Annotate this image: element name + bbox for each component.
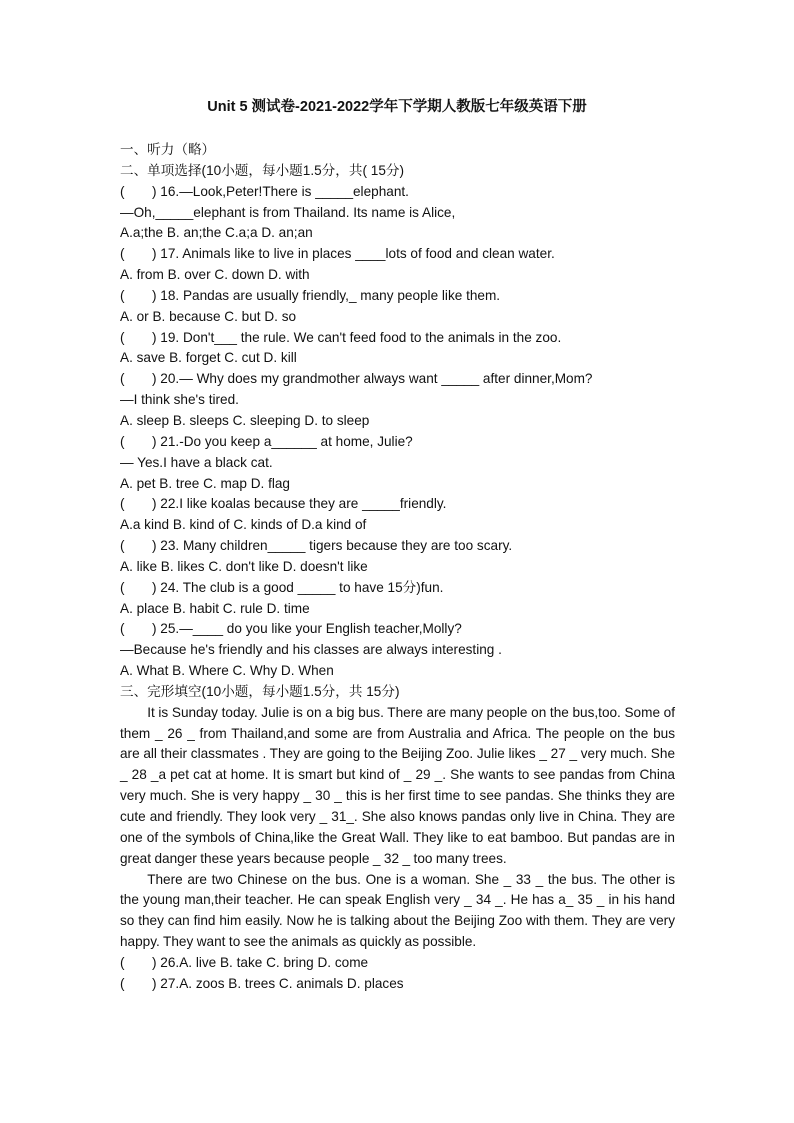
question-text: ) 27.A. zoos B. trees C. animals D. places xyxy=(152,975,404,991)
question-text: ) 26.A. live B. take C. bring D. come xyxy=(152,954,369,970)
question-options: A. place B. habit C. rule D. time xyxy=(120,600,310,616)
question-stem xyxy=(120,328,675,349)
answer-bracket: ( xyxy=(120,329,125,345)
cloze-question xyxy=(120,953,675,974)
question-dialog-line: —I think she's tired. xyxy=(120,392,239,408)
section-heading-listening: 一、听力（略） xyxy=(120,142,216,157)
section-heading-single-choice: 二、单项选择(10小题，每小题1.5分，共( 15分) xyxy=(120,162,404,178)
question-options: A.a;the B. an;the C.a;a D. an;an xyxy=(120,225,313,241)
answer-bracket: ( xyxy=(120,183,125,199)
answer-bracket: ( xyxy=(120,433,125,449)
answer-bracket: ( xyxy=(120,246,125,262)
cloze-question-list xyxy=(120,953,675,995)
question-text: ) 18. Pandas are usually friendly,_ many people like them. xyxy=(152,287,501,303)
cloze-passage-paragraph-1: It is Sunday today. Julie is on a big bus. There are many people on the bus,too. Some of them _ 26 _ from Thailand,and some are from Australia and Africa. The people on the bus are all their classmates . They are going to the Beijing Zoo. Julie likes _ 27 _ very much. She _ 28 _a pet cat at home. It is smart but kind of _ 29 _. She wants to see pandas from China very much. She is very happy _ 30 _ this is her first time to see pandas. She thinks they are cute and friendly. They look very _ 31_. She also knows pandas only live in China. They are one of the symbols of China,like the Great Wall. They like to eat bamboo. But pandas are in great danger these years because people _ 32 _ too many trees. xyxy=(120,704,675,866)
answer-bracket: ( xyxy=(120,496,125,512)
question-text: ) 20.— Why does my grandmother always want _____ after dinner,Mom? xyxy=(152,371,593,387)
question-stem xyxy=(120,578,675,599)
question-stem xyxy=(120,536,675,557)
question-options: A. from B. over C. down D. with xyxy=(120,267,310,283)
cloze-passage-paragraph-2: There are two Chinese on the bus. One is a woman. She _ 33 _ the bus. The other is the young man,their teacher. He can speak English very _ 34 _. He has a_ 35 _ in his hand so they can find him easily. Now he is talking about the Beijing Zoo with them. They are very happy. They want to see the animals as quickly as possible. xyxy=(120,871,675,950)
question-options: A. save B. forget C. cut D. kill xyxy=(120,350,297,366)
question-dialog-line: —Oh,_____elephant is from Thailand. Its name is Alice, xyxy=(120,204,456,220)
question-stem xyxy=(120,619,675,640)
answer-bracket: ( xyxy=(120,538,125,554)
question-dialog-line: —Because he's friendly and his classes are always interesting . xyxy=(120,642,502,658)
answer-bracket: ( xyxy=(120,954,125,970)
answer-bracket: ( xyxy=(120,975,125,991)
question-text: ) 23. Many children_____ tigers because they are too scary. xyxy=(152,538,513,554)
question-options: A. or B. because C. but D. so xyxy=(120,308,297,324)
question-options: A. like B. likes C. don't like D. doesn't like xyxy=(120,558,368,574)
question-text: ) 24. The club is a good _____ to have 15分)fun. xyxy=(152,579,444,595)
page-title: Unit 5 测试卷-2021-2022学年下学期人教版七年级英语下册 xyxy=(207,99,587,115)
question-dialog-line: — Yes.I have a black cat. xyxy=(120,454,273,470)
question-text: ) 17. Animals like to live in places ____lots of food and clean water. xyxy=(152,246,555,262)
question-options: A. sleep B. sleeps C. sleeping D. to sleep xyxy=(120,412,370,428)
content xyxy=(120,140,675,995)
question-stem xyxy=(120,494,675,515)
question-stem xyxy=(120,286,675,307)
question-stem xyxy=(120,432,675,453)
question-text: ) 22.I like koalas because they are _____friendly. xyxy=(152,496,447,512)
question-text: ) 21.-Do you keep a______ at home, Julie? xyxy=(152,433,413,449)
answer-bracket: ( xyxy=(120,287,125,303)
question-options: A. pet B. tree C. map D. flag xyxy=(120,475,290,491)
question-text: ) 25.—____ do you like your English teacher,Molly? xyxy=(152,621,462,637)
question-stem xyxy=(120,244,675,265)
answer-bracket: ( xyxy=(120,621,125,637)
question-list xyxy=(120,182,675,682)
cloze-question xyxy=(120,974,675,995)
section-heading-cloze: 三、完形填空(10小题，每小题1.5分，共 15分) xyxy=(120,683,400,699)
question-options: A. What B. Where C. Why D. When xyxy=(120,663,334,679)
question-stem xyxy=(120,369,675,390)
question-options: A.a kind B. kind of C. kinds of D.a kind of xyxy=(120,517,367,533)
question-text: ) 16.—Look,Peter!There is _____elephant. xyxy=(152,183,409,199)
answer-bracket: ( xyxy=(120,371,125,387)
question-text: ) 19. Don't___ the rule. We can't feed food to the animals in the zoo. xyxy=(152,329,562,345)
answer-bracket: ( xyxy=(120,579,125,595)
question-stem xyxy=(120,182,675,203)
